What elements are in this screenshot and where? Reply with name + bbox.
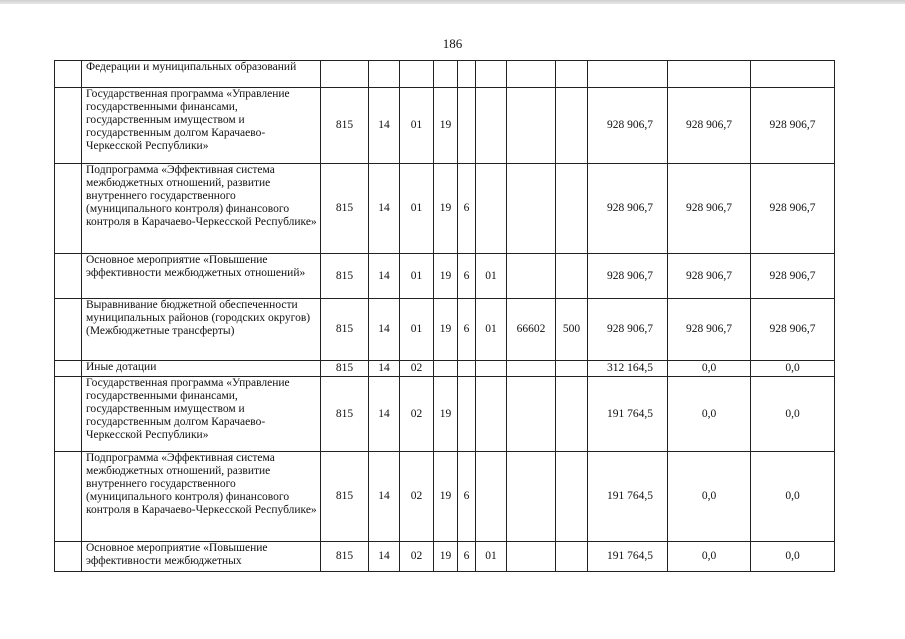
blank-cell <box>55 361 82 377</box>
blank-cell <box>55 164 82 254</box>
year1-cell: 928 906,7 <box>588 299 668 361</box>
table-row <box>55 542 835 572</box>
cs2-cell <box>458 361 476 377</box>
table-row <box>55 299 835 361</box>
pr-cell <box>400 61 434 88</box>
gr-cell: 815 <box>321 164 369 254</box>
blank-cell <box>55 88 82 164</box>
year3-cell <box>751 61 835 88</box>
cs2-cell: 6 <box>458 452 476 542</box>
rz-cell: 14 <box>369 361 400 377</box>
vr-cell <box>556 254 588 299</box>
cs3-cell <box>476 164 507 254</box>
cs1-cell: 19 <box>434 452 458 542</box>
vr-cell <box>556 377 588 452</box>
pr-cell: 01 <box>400 299 434 361</box>
year1-cell: 312 164,5 <box>588 361 668 377</box>
cs2-cell: 6 <box>458 542 476 572</box>
cs4-cell: 66602 <box>507 299 556 361</box>
cs4-cell <box>507 377 556 452</box>
blank-cell <box>55 61 82 88</box>
cs2-cell: 6 <box>458 254 476 299</box>
vr-cell <box>556 361 588 377</box>
row-name: Подпрограмма «Эффективная система межбюджетных отношений, развитие внутреннего государственного (муниципального контроля) финансового контроля в Карачаево-Черкесской Республике» <box>82 452 321 542</box>
scan-top-edge <box>0 0 905 4</box>
cs4-cell <box>507 452 556 542</box>
rz-cell: 14 <box>369 542 400 572</box>
year2-cell: 0,0 <box>668 452 751 542</box>
year2-cell: 928 906,7 <box>668 164 751 254</box>
cs4-cell <box>507 361 556 377</box>
pr-cell: 02 <box>400 542 434 572</box>
gr-cell: 815 <box>321 299 369 361</box>
row-name: Государственная программа «Управление государственными финансами, государственным имуществом и государственным долгом Карачаево-Черкесской Республики» <box>82 88 321 164</box>
rz-cell: 14 <box>369 452 400 542</box>
gr-cell: 815 <box>321 542 369 572</box>
cs1-cell: 19 <box>434 542 458 572</box>
year1-cell: 191 764,5 <box>588 452 668 542</box>
rz-cell <box>369 61 400 88</box>
pr-cell: 01 <box>400 88 434 164</box>
blank-cell <box>55 377 82 452</box>
year1-cell: 928 906,7 <box>588 254 668 299</box>
table-row <box>55 361 835 377</box>
cs3-cell: 01 <box>476 254 507 299</box>
page-number: 186 <box>442 36 463 51</box>
table-body <box>55 61 835 572</box>
year1-cell: 928 906,7 <box>588 88 668 164</box>
gr-cell: 815 <box>321 361 369 377</box>
table-row <box>55 88 835 164</box>
year3-cell: 928 906,7 <box>751 254 835 299</box>
year2-cell <box>668 61 751 88</box>
row-name: Выравнивание бюджетной обеспеченности муниципальных районов (городских округов) (Межбюджетные трансферты) <box>82 299 321 361</box>
vr-cell <box>556 61 588 88</box>
year2-cell: 0,0 <box>668 542 751 572</box>
cs2-cell: 6 <box>458 299 476 361</box>
year3-cell: 0,0 <box>751 452 835 542</box>
gr-cell: 815 <box>321 254 369 299</box>
budget-table <box>54 60 835 572</box>
year3-cell: 928 906,7 <box>751 164 835 254</box>
year3-cell: 928 906,7 <box>751 88 835 164</box>
blank-cell <box>55 452 82 542</box>
table-row <box>55 377 835 452</box>
vr-cell: 500 <box>556 299 588 361</box>
gr-cell: 815 <box>321 88 369 164</box>
cs4-cell <box>507 542 556 572</box>
pr-cell: 01 <box>400 164 434 254</box>
vr-cell <box>556 452 588 542</box>
table-row <box>55 61 835 88</box>
pr-cell: 02 <box>400 452 434 542</box>
cs3-cell <box>476 377 507 452</box>
row-name: Федерации и муниципальных образований <box>82 61 321 88</box>
cs1-cell: 19 <box>434 299 458 361</box>
year1-cell: 928 906,7 <box>588 164 668 254</box>
year1-cell: 191 764,5 <box>588 542 668 572</box>
row-name: Основное мероприятие «Повышение эффективности межбюджетных отношений» <box>82 254 321 299</box>
year1-cell: 191 764,5 <box>588 377 668 452</box>
year2-cell: 928 906,7 <box>668 88 751 164</box>
rz-cell: 14 <box>369 254 400 299</box>
cs1-cell <box>434 61 458 88</box>
rz-cell: 14 <box>369 299 400 361</box>
gr-cell: 815 <box>321 452 369 542</box>
cs2-cell: 6 <box>458 164 476 254</box>
year3-cell: 0,0 <box>751 377 835 452</box>
cs1-cell: 19 <box>434 88 458 164</box>
table-row <box>55 254 835 299</box>
year2-cell: 928 906,7 <box>668 254 751 299</box>
rz-cell: 14 <box>369 164 400 254</box>
cs1-cell: 19 <box>434 164 458 254</box>
cs3-cell: 01 <box>476 299 507 361</box>
cs1-cell <box>434 361 458 377</box>
vr-cell <box>556 88 588 164</box>
pr-cell: 01 <box>400 254 434 299</box>
cs3-cell: 01 <box>476 542 507 572</box>
table-row <box>55 164 835 254</box>
row-name: Подпрограмма «Эффективная система межбюджетных отношений, развитие внутреннего государственного (муниципального контроля) финансового контроля в Карачаево-Черкесской Республике» <box>82 164 321 254</box>
cs2-cell <box>458 377 476 452</box>
vr-cell <box>556 164 588 254</box>
row-name: Иные дотации <box>82 361 321 377</box>
blank-cell <box>55 542 82 572</box>
table-row <box>55 452 835 542</box>
blank-cell <box>55 299 82 361</box>
rz-cell: 14 <box>369 377 400 452</box>
row-name: Государственная программа «Управление государственными финансами, государственным имуществом и государственным долгом Карачаево-Черкесской Республики» <box>82 377 321 452</box>
cs3-cell <box>476 361 507 377</box>
cs3-cell <box>476 452 507 542</box>
cs4-cell <box>507 61 556 88</box>
gr-cell: 815 <box>321 377 369 452</box>
vr-cell <box>556 542 588 572</box>
year1-cell <box>588 61 668 88</box>
cs3-cell <box>476 61 507 88</box>
rz-cell: 14 <box>369 88 400 164</box>
cs2-cell <box>458 88 476 164</box>
year2-cell: 0,0 <box>668 361 751 377</box>
pr-cell: 02 <box>400 377 434 452</box>
cs4-cell <box>507 88 556 164</box>
gr-cell <box>321 61 369 88</box>
cs1-cell: 19 <box>434 377 458 452</box>
cs1-cell: 19 <box>434 254 458 299</box>
year3-cell: 0,0 <box>751 361 835 377</box>
year2-cell: 0,0 <box>668 377 751 452</box>
year3-cell: 0,0 <box>751 542 835 572</box>
cs4-cell <box>507 254 556 299</box>
cs3-cell <box>476 88 507 164</box>
row-name: Основное мероприятие «Повышение эффективности межбюджетных <box>82 542 321 572</box>
year3-cell: 928 906,7 <box>751 299 835 361</box>
year2-cell: 928 906,7 <box>668 299 751 361</box>
cs2-cell <box>458 61 476 88</box>
pr-cell: 02 <box>400 361 434 377</box>
blank-cell <box>55 254 82 299</box>
cs4-cell <box>507 164 556 254</box>
